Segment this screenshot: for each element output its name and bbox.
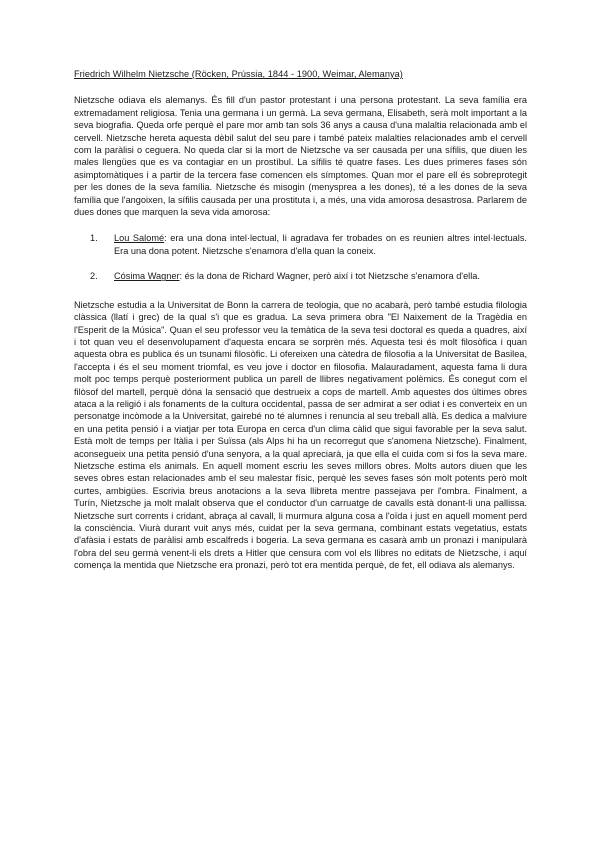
women-list xyxy=(74,232,527,282)
list-item-name: Cósima Wagner xyxy=(114,271,180,282)
intro-paragraph: Nietzsche odiava els alemanys. És fill d'un pastor protestant i una persona protestant. La seva família era extremadament religiosa. Tenia una germana i un germà. La seva germana, Elisabeth, serà molt important a la seva biografia. Queda orfe perquè el pare mor amb tan sols 36 anys a causa d'una malaltia relacionada amb el cervell. Nietzsche hereta aquesta dèbil salut del seu pare i també pateix malalties relacionades amb el cervell com la paràlisi o ceguera. No queda clar si la mort de Nietzsche va ser causada per una sífilis, que diuen les males llengües que es va contagiar en un prostíbul. La sífilis té quatre fases. Les dues primeres fases són asimptomàtiques i a partir de la tercera fase comencen els símptomes. Quan mor el pare ell és sobreprotegit per les dones de la seva família. Nietzsche és misogin (menysprea a les dones), té a les dones de la seva família que l'angoixen, la sífilis causada per una prostituta i, a més, una vida amorosa desastrosa. Parlarem de dues dones que marquen la seva vida amorosa: xyxy=(74,95,527,218)
list-item xyxy=(74,232,527,257)
list-item-description: : era una dona intel·lectual, li agradava fer trobades on es reunien altres intel·lectuals. Era una dona potent. Nietzsche s'enamora d'ella quan la coneix. xyxy=(114,233,527,256)
list-item-name: Lou Salomé xyxy=(114,233,165,244)
list-item-description: : és la dona de Richard Wagner, però així i tot Nietzsche s'enamora d'ella. xyxy=(179,271,480,282)
list-number: 2. xyxy=(90,271,98,282)
document-title: Friedrich Wilhelm Nietzsche (Röcken, Prússia, 1844 - 1900, Weimar, Alemanya) xyxy=(74,69,403,79)
list-item-text xyxy=(114,270,527,282)
main-paragraph: Nietzsche estudia a la Universitat de Bonn la carrera de teologia, que no acabarà, però també estudia filologia clàssica (llatí i grec) de la qual s'i que es gradua. La seva primera obra "El Naixement de la Tragèdia en l'Esperit de la Música". Quan el seu professor veu la temàtica de la seva tesi doctoral es queda a quadres, així i tot quan veu el desenvolupament d'aquesta encara se sorprèn més. Aquesta tesi és molt filosòfica i quan aquesta obra es publica és un tsunami filosòfic. Li ofereixen una càtedra de filosofia a la Universitat de Basilea, l'accepta i és el seu moment triomfal, es veu jove i doctor en filosofia. Malauradament, aquesta fama li dura molt poc temps perquè posteriorment publica un parell de llibres negativament polèmics. És conegut com el filòsof del martell, perquè dóna la sensació que destrueix a cops de martell. Amb aquestes dos últimes obres ataca a la religió i als fonaments de la cultura occidental, passa de ser admirat a ser odiat i es converteix en un personatge incòmode a la Universitat, gairebé no té alumnes i renuncia al seu treball allà. Es dedica a malviure en una petita pensió i a viatjar per tota Europa en cerca d'un clima càlid que sigui favorable per la seva salut. Està molt de temps per Itàlia i per Suïssa (als Alps hi ha un recorregut que s'anomena Nietzsche). Finalment, aconsegueix una petita pensió d'una senyora, a la qual apreciarà, ja que ella el cuida com si fos la seva mare. Nietzsche estima els animals. En aquell moment escriu les seves millors obres. Molts autors diuen que les seves obres estan relacionades amb el seu malestar físic, perquè les seves fases són molt potents però molt curtes, ambigües. Escrivia breus anotacions a la seva llibreta mentre passejava per l'ombra. Finalment, a Turín, Nietzsche ja molt malalt observa que el conductor d'un carruatge de cavalls està donant-li una pallissa. Nietzsche surt corrents i cridant, abraça al cavall, li murmura alguna cosa a l'oïda i just en aquell moment perd la consciència. Viurà durant vuit anys més, cuidat per la seva germana, combinant estats vegetatius, estats d'afàsia i estats de paràlisi amb escalfreds i bogeria. La seva germana es casarà amb un pronazi i manipularà l'obra del seu germà venent-li els drets a Hitler que censura com vol els llibres no editats de Nietzsche, i aquí comença la mentida que Nietzsche era pronazi, però tot era mentida perquè, de fet, ell odiava als alemanys. xyxy=(74,299,527,571)
list-item xyxy=(74,270,527,282)
list-number: 1. xyxy=(90,233,98,244)
document-page xyxy=(74,68,527,572)
list-item-text xyxy=(114,232,527,257)
